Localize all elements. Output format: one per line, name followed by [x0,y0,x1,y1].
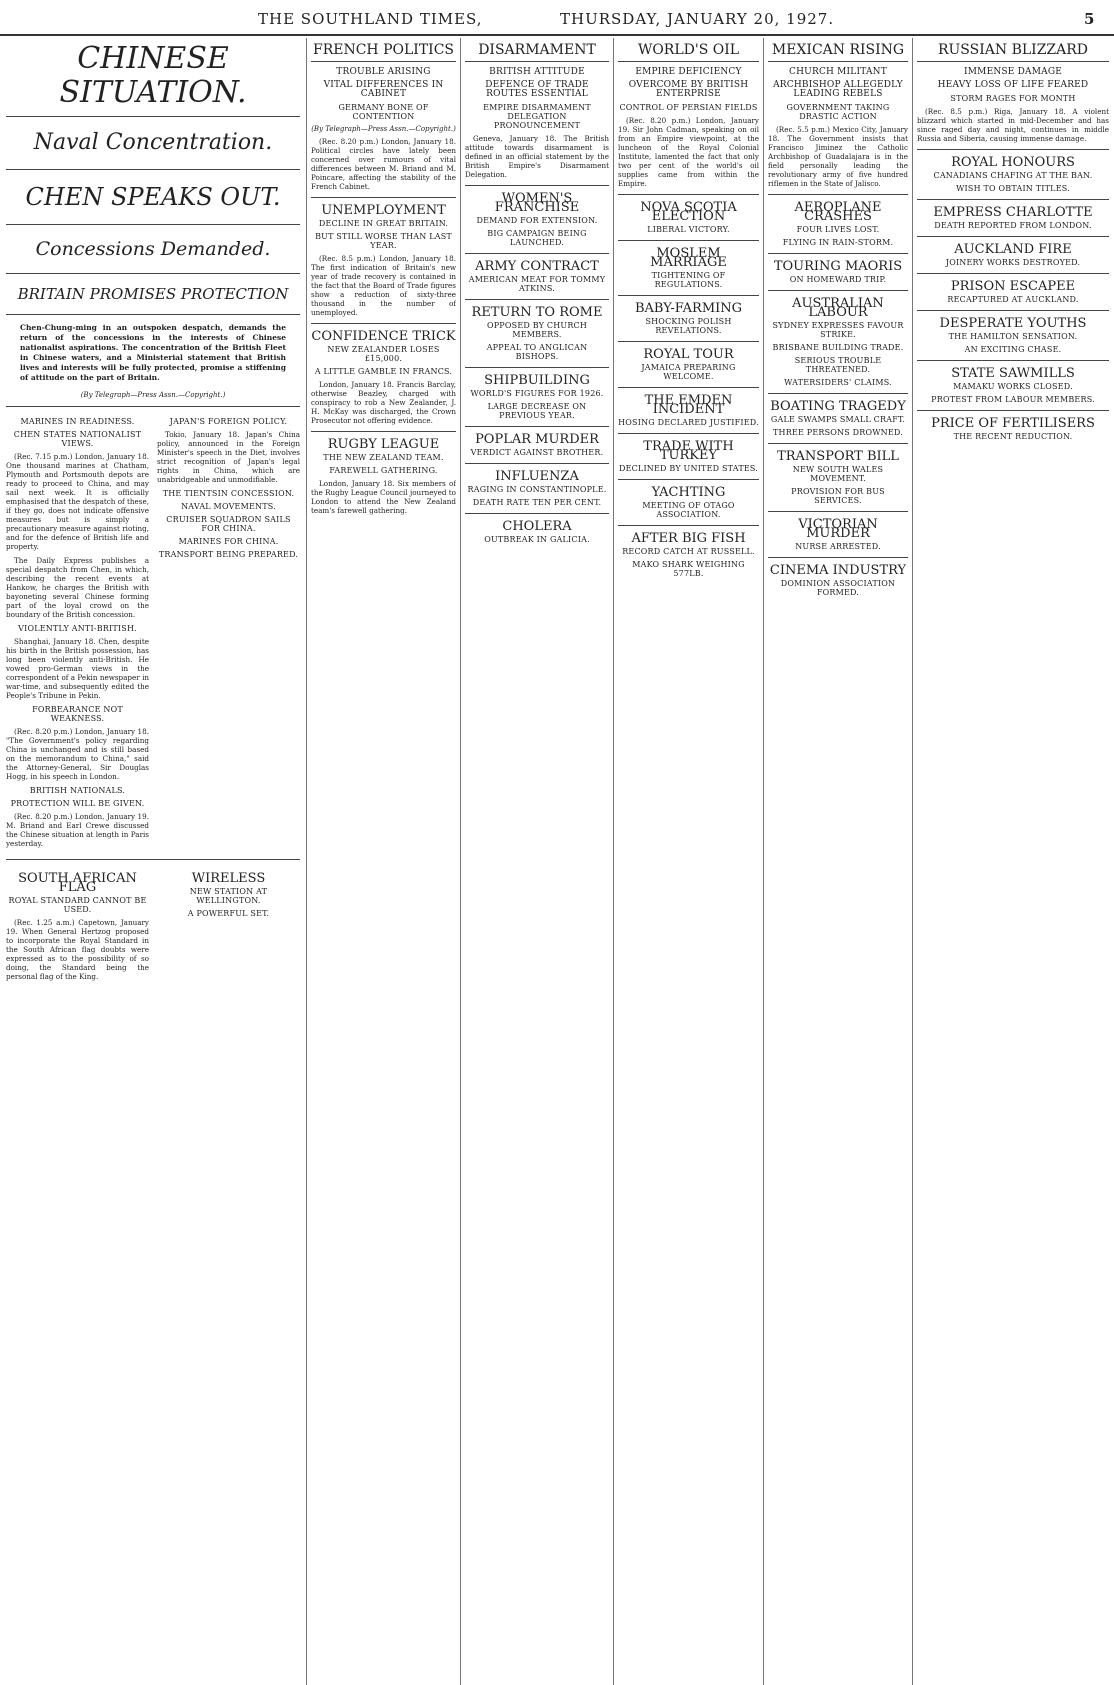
subhead: SYDNEY EXPRESSES FAVOUR STRIKE. [772,321,904,339]
column-rule [613,38,614,1685]
headline: RUSSIAN BLIZZARD [937,42,1089,58]
subhead: TROUBLE ARISING [336,67,431,77]
subhead: AMERICAN MEAT FOR TOMMY ATKINS. [468,275,606,293]
paragraph: Tokio, January 18. Japan's China policy, announced in the Foreign Minister's speech in the Diet, involves strict recognition of Japan's legal rights in China, which are unabridgeable and unmodifiable. [157,430,300,484]
subhead: A POWERFUL SET. [187,909,270,918]
divider [465,299,609,300]
subhead: ROYAL STANDARD CANNOT BE USED. [8,896,147,914]
subhead: DOMINION ASSOCIATION FORMED. [780,579,896,597]
headline: UNEMPLOYMENT [321,203,446,218]
subhead: NURSE ARRESTED. [795,542,881,551]
headline: CHOLERA [502,519,572,534]
subhead: BRISBANE BUILDING TRADE. [772,343,904,352]
subhead: AN EXCITING CHASE. [964,345,1062,354]
divider [618,387,759,388]
paragraph: (Rec. 5.5 p.m.) Mexico City, January 18. The Government insists that Francisco Jiminez the Catholic Archbishop of Guadalajara is in the field personally leading the revolutionary army of five hundred riflemen in the State of Jalisco. [768,125,908,188]
column-rule [763,38,764,1685]
paragraph: (Rec. 8.20 p.m.) London, January 18. Political circles have lately been concerned over rumours of vital differences between M. Briand and M. Poincare, affecting the stability of the French Cabinet. [311,137,456,191]
divider [917,310,1109,311]
headline: AUCKLAND FIRE [954,242,1072,257]
divider [311,197,456,198]
headline-naval: Naval Concentration. [33,130,273,155]
column-disarmament [465,38,609,1685]
divider [6,406,300,407]
headline-south-african-flag: SOUTH AFRICAN FLAG [18,871,137,895]
column-french-politics [311,38,456,1685]
divider [917,199,1109,200]
column-rule [460,38,461,1685]
subhead: DEMAND FOR EXTENSION. [476,216,598,225]
divider [618,194,759,195]
headline: AUSTRALIAN LABOUR [792,296,884,320]
subhead: CHEN STATES NATIONALIST VIEWS. [13,430,142,448]
divider [917,273,1109,274]
subhead: THE NEW ZEALAND TEAM. [323,453,444,462]
subhead: PROTEST FROM LABOUR MEMBERS. [931,395,1095,404]
lead-subcolumn-left [6,413,149,853]
divider [465,513,609,514]
subhead: A LITTLE GAMBLE IN FRANCS. [314,367,453,376]
lead-subcolumn-right [157,413,300,853]
subhead: HOSING DECLARED JUSTIFIED. [618,418,759,427]
subhead: MARINES IN READINESS. [20,417,135,426]
divider [618,479,759,480]
paragraph: Geneva, January 18. The British attitude towards disarmament is defined in an official statement by the British Empire's Disarmament Delegation. [465,134,609,179]
headline: CINEMA INDUSTRY [769,563,907,578]
subhead: STORM RAGES FOR MONTH [950,94,1076,103]
headline: ROYAL TOUR [643,347,734,362]
subhead: RECAPTURED AT AUCKLAND. [947,295,1079,304]
divider [465,253,609,254]
subhead: RECORD CATCH AT RUSSELL. [622,547,755,556]
subhead: CONTROL OF PERSIAN FIELDS [619,103,758,112]
subhead: THE RECENT REDUCTION. [953,432,1073,441]
column-rule [912,38,913,1685]
subhead: WORLD'S FIGURES FOR 1926. [470,389,604,398]
subhead: OVERCOME BY BRITISH ENTERPRISE [628,80,749,99]
divider [6,224,300,225]
divider [768,253,908,254]
headline: AFTER BIG FISH [631,531,746,546]
subhead: MAKO SHARK WEIGHING 577LB. [632,560,745,578]
headline: POPLAR MURDER [475,432,599,447]
column-worlds-oil [618,38,759,1685]
subhead: GALE SWAMPS SMALL CRAFT. [770,415,906,424]
divider [768,511,908,512]
subhead: JAPAN'S FOREIGN POLICY. [169,417,288,426]
subhead: FORBEARANCE NOT WEAKNESS. [32,705,123,723]
headline: VICTORIAN MURDER [798,517,878,541]
headline: INFLUENZA [495,469,579,484]
subhead: BRITISH ATTITUDE [489,67,585,77]
headline: PRISON ESCAPEE [950,279,1076,294]
wireless-story [157,866,300,986]
subhead: DEFENCE OF TRADE ROUTES ESSENTIAL [485,80,589,99]
divider [465,463,609,464]
divider [465,426,609,427]
subhead: APPEAL TO ANGLICAN BISHOPS. [486,343,588,361]
subhead: BUT STILL WORSE THAN LAST YEAR. [315,232,452,250]
headline: NOVA SCOTIA ELECTION [640,200,737,224]
divider [768,393,908,394]
subhead: GOVERNMENT TAKING DRASTIC ACTION [786,103,890,121]
subhead: MAMAKU WORKS CLOSED. [953,382,1073,391]
headline: DISARMAMENT [478,42,596,58]
divider [768,557,908,558]
headline-britain: BRITAIN PROMISES PROTECTION [17,285,289,303]
paragraph: Shanghai, January 18. Chen, despite his birth in the British possession, has long been violently anti-British. He vowed pro-German views in the correspondent of a Pekin newspaper in war-time, and subsequently edited the People's Tribune in Pekin. [6,637,149,700]
headline: RETURN TO ROME [471,305,603,320]
divider [618,61,759,62]
headline-concessions: Concessions Demanded. [35,238,271,260]
subhead: NEW SOUTH WALES MOVEMENT. [792,465,884,483]
subhead: HEAVY LOSS OF LIFE FEARED [937,80,1089,90]
subhead: DEATH REPORTED FROM LONDON. [934,221,1092,230]
divider [6,314,300,315]
subhead: MEETING OF OTAGO ASSOCIATION. [642,501,735,519]
divider [917,236,1109,237]
divider [465,185,609,186]
divider [6,169,300,170]
divider [768,443,908,444]
headline: TRADE WITH TURKEY [643,439,734,463]
subhead: FOUR LIVES LOST. [796,225,880,234]
subhead: TRANSPORT BEING PREPARED. [158,550,299,559]
divider [917,410,1109,411]
headline: YACHTING [651,485,726,500]
subhead: EMPIRE DISARMAMENT DELEGATION PRONOUNCEMENT [483,103,591,130]
divider [917,149,1109,150]
divider [618,433,759,434]
subhead: THREE PERSONS DROWNED. [773,428,903,437]
headline: WOMEN'S FRANCHISE [494,191,580,215]
divider [311,323,456,324]
headline-chen: CHEN SPEAKS OUT. [25,183,281,211]
divider [917,61,1109,62]
subhead: THE HAMILTON SENSATION. [948,332,1078,341]
divider [618,295,759,296]
headline: MEXICAN RISING [771,42,905,58]
credit-line: (By Telegraph—Press Assn.—Copyright.) [80,391,226,399]
subhead: VIOLENTLY ANTI-BRITISH. [18,624,137,633]
headline: THE EMDEN INCIDENT [644,393,733,417]
subhead: TIGHTENING OF REGULATIONS. [651,271,726,289]
headline: CONFIDENCE TRICK [311,329,456,344]
paragraph: (Rec. 8.20 p.m.) London, January 18. "The Government's policy regarding China is unchanged and is still based on the memorandum to China," said the Attorney-General, Sir Douglas Hogg, in his speech in London. [6,727,149,781]
headline: BOATING TRAGEDY [770,399,906,414]
paragraph: (Rec. 8.20 p.m.) London, January 19. M. Briand and Earl Crewe discussed the Chinese situation at length in Paris yesterday. [6,812,149,848]
subhead: THE TIENTSIN CONCESSION. [162,489,295,498]
divider [618,341,759,342]
page-number: 5 [1084,10,1096,28]
subhead: MARINES FOR CHINA. [178,537,279,546]
subhead: CRUISER SQUADRON SAILS FOR CHINA. [166,515,291,533]
subhead: GERMANY BONE OF CONTENTION [338,103,429,121]
subhead: SERIOUS TROUBLE THREATENED. [794,356,882,374]
subhead: NEW STATION AT WELLINGTON. [189,887,268,905]
headline: WORLD'S OIL [637,42,740,58]
lead-summary: Chen-Chung-ming in an outspoken despatch, demands the return of the concessions in the interests of Chinese nationalist aspirations. The concentration of the British Fleet in Chinese waters, and a Ministerial statement that British lives and interests will be fully protected, promise a stiffening of attitude on the part of Britain. [20,323,286,382]
subhead: BRITISH NATIONALS. [29,786,126,795]
headline: FRENCH POLITICS [313,42,454,58]
south-african-flag-story [6,866,149,986]
subhead: JAMAICA PREPARING WELCOME. [641,363,736,381]
paragraph: London, January 18. Six members of the Rugby League Council journeyed to London to attend the New Zealand team's farewell gathering. [311,479,456,515]
issue-date: THURSDAY, JANUARY 20, 1927. [560,10,835,28]
paragraph: (Rec. 7.15 p.m.) London, January 18. One thousand marines at Chatham, Plymouth and Portsmouth depots are ready to proceed to China, and may sail next week. It is officially emphasised that the despatch of these, if they go, does not indicate offensive measures but is simply a precautionary measure against rioting, and for the defence of British life and property. [6,452,149,551]
subhead: IMMENSE DAMAGE [963,67,1063,77]
divider [6,273,300,274]
subhead: LIBERAL VICTORY. [647,225,730,234]
subhead: VITAL DIFFERENCES IN CABINET [323,80,444,99]
headline: TOURING MAORIS [773,259,903,274]
masthead [0,0,1114,36]
divider [768,61,908,62]
credit-line: (By Telegraph—Press Assn.—Copyright.) [311,125,456,133]
divider [768,290,908,291]
divider [768,194,908,195]
headline: ROYAL HONOURS [951,155,1075,170]
divider [311,61,456,62]
column-mexican-rising [768,38,908,1685]
column-chinese-situation [6,38,300,1685]
divider [917,360,1109,361]
subhead: SHOCKING POLISH REVELATIONS. [645,317,732,335]
subhead: OUTBREAK IN GALICIA. [484,535,590,544]
subhead: EMPIRE DEFICIENCY [635,67,742,77]
subhead: ARCHBISHOP ALLEGEDLY LEADING REBELS [773,80,903,99]
subhead: FAREWELL GATHERING. [329,466,438,475]
headline: AEROPLANE CRASHES [794,200,882,224]
subhead: RAGING IN CONSTANTINOPLE. [467,485,607,494]
subhead: CHURCH MILITANT [789,67,887,77]
paragraph: (Rec. 1.25 a.m.) Capetown, January 19. When General Hertzog proposed to incorporate the Royal Standard in the South African flag doubts were expressed as to the possibility of so doing, the Standard being the personal flag of the King. [6,918,149,981]
subhead: PROTECTION WILL BE GIVEN. [10,799,145,808]
headline-chinese-situation: CHINESE SITUATION. [59,41,247,110]
subhead: LARGE DECREASE ON PREVIOUS YEAR. [487,402,587,420]
headline-wireless: WIRELESS [191,871,266,886]
headline: EMPRESS CHARLOTTE [933,205,1093,220]
subhead: DEATH RATE TEN PER CENT. [472,498,602,507]
paragraph: (Rec. 8.20 p.m.) London, January 19. Sir John Cadman, speaking on oil from an Empire viewpoint, at the luncheon of the Royal Colonial Institute, lamented the fact that only two per cent of the world's oil supplies came from within the Empire. [618,116,759,188]
headline: BABY-FARMING [634,301,743,316]
subhead: DECLINED BY UNITED STATES. [618,464,759,473]
divider [465,367,609,368]
divider [6,116,300,117]
paragraph: The Daily Express publishes a special despatch from Chen, in which, describing the recent events at Hankow, he charges the British with bayoneting several Chinese forming part of the loyal crowd on the boundary of the British concession. [6,556,149,619]
subhead: OPPOSED BY CHURCH MEMBERS. [486,321,588,339]
subhead: BIG CAMPAIGN BEING LAUNCHED. [487,229,587,247]
headline: SHIPBUILDING [484,373,590,388]
newspaper-title: THE SOUTHLAND TIMES, [258,10,483,28]
subhead: WATERSIDERS' CLAIMS. [784,378,892,387]
headline: STATE SAWMILLS [951,366,1075,381]
subhead: PROVISION FOR BUS SERVICES. [791,487,885,505]
subhead: VERDICT AGAINST BROTHER. [470,448,604,457]
divider [618,240,759,241]
subhead: DECLINE IN GREAT BRITAIN. [318,219,449,228]
divider [311,431,456,432]
subhead: NAVAL MOVEMENTS. [181,502,276,511]
paragraph: (Rec. 8.5 p.m.) London, January 18. The first indication of Britain's new year of trade recovery is contained in the fact that the Board of Trade figures show a reduction of sixty-three thousand in the number of unemployed. [311,254,456,317]
headline: TRANSPORT BILL [777,449,899,464]
column-rule [306,38,307,1685]
headline: DESPERATE YOUTHS [939,316,1087,331]
headline: RUGBY LEAGUE [327,437,440,452]
subhead: FLYING IN RAIN-STORM. [782,238,894,247]
paragraph: London, January 18. Francis Barclay, otherwise Beazley, charged with conspiracy to rob a New Zealander, J. H. McKay was discharged, the Crown Prosecutor not offering evidence. [311,380,456,425]
divider [465,61,609,62]
subhead: CANADIANS CHAFING AT THE BAN. [933,171,1093,180]
headline: ARMY CONTRACT [475,259,599,274]
subhead: WISH TO OBTAIN TITLES. [956,184,1070,193]
divider [6,859,300,860]
subhead: ON HOMEWARD TRIP. [789,275,887,284]
column-russian-blizzard [917,38,1109,1685]
subhead: JOINERY WORKS DESTROYED. [945,258,1081,267]
subhead: NEW ZEALANDER LOSES £15,000. [327,345,440,363]
paragraph: (Rec. 8.5 p.m.) Riga, January 18. A violent blizzard which started in mid-December and has since raged day and night, continues in middle Russia and Siberia, causing immense damage. [917,107,1109,143]
divider [618,525,759,526]
headline: PRICE OF FERTILISERS [931,416,1095,431]
headline: MOSLEM MARRIAGE [650,246,727,270]
